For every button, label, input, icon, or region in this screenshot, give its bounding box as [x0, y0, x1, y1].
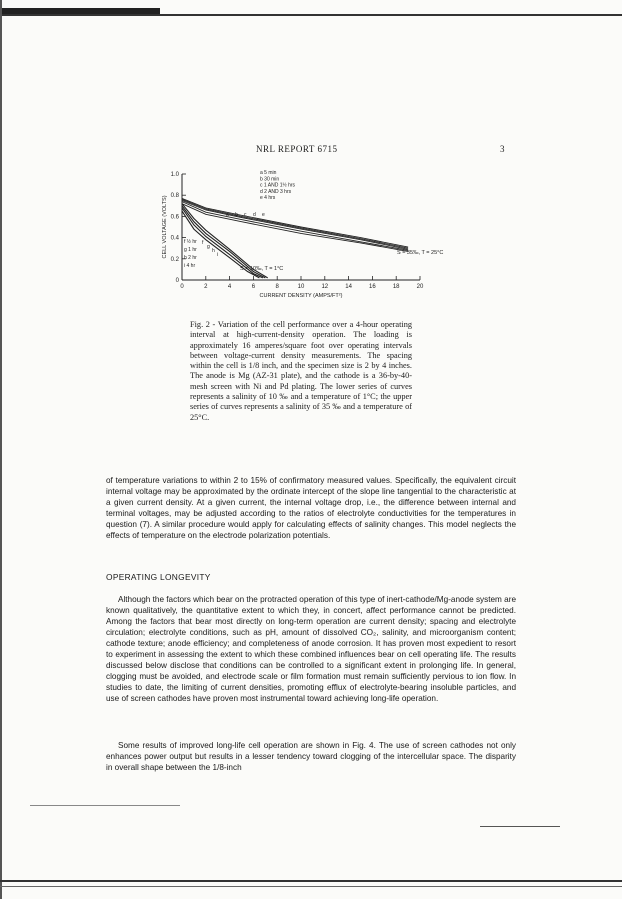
curve-letter: g [207, 244, 210, 250]
scan-artifact [30, 805, 180, 806]
report-header: NRL REPORT 6715 [256, 144, 338, 154]
series-line-upper [182, 198, 408, 247]
x-tick-label: 0 [180, 284, 184, 290]
legend-entry-lower: f ½ hr [184, 239, 197, 245]
x-tick-label: 8 [275, 284, 279, 290]
section-heading: OPERATING LONGEVITY [106, 572, 211, 582]
y-tick-label: 0.6 [170, 214, 179, 221]
scan-artifact [0, 0, 2, 899]
legend-entry: b 30 min [260, 176, 280, 183]
curve-letter: d [253, 212, 256, 218]
body-paragraph: of temperature variations to within 2 to 15% of confirmatory measured values. Specifically, the equivalent circuit internal voltage may be approximated by the ordinate intercept of the slope line tangential to the characteristic at a given current density. At a given current, the internal voltage drop, i.e., the difference between internal and terminal voltages, may be adjusted according to the ratios of electrolyte conductivities for the temperatures in question (7). A similar procedure would apply for calculating effects of salinity changes. This model neglects the effects of temperature on the electrode polarization potentials. [106, 476, 516, 540]
curve-letter: c [244, 212, 247, 218]
legend-entry-lower: i 4 hr [184, 263, 196, 269]
legend-entry-lower: g 1 hr [184, 247, 197, 253]
legend-entry: c 1 AND 1½ hrs [260, 182, 296, 189]
legend-entry: a 5 min [260, 170, 277, 176]
y-tick-label: 0.2 [170, 256, 179, 263]
curve-letter: f [202, 240, 204, 246]
legend-entry: e 4 hrs [260, 195, 276, 202]
x-tick-label: 14 [345, 284, 352, 290]
page-number: 3 [500, 144, 505, 154]
legend-entry-lower: h 2 hr [184, 255, 197, 261]
scan-artifact [480, 826, 560, 827]
curve-letter: e [262, 212, 265, 218]
annotation: S = 10‰, T = 1°C [240, 266, 284, 272]
x-tick-label: 6 [251, 284, 256, 290]
curve-letter: b [235, 212, 238, 218]
scan-artifact [0, 14, 622, 16]
scan-artifact [0, 886, 622, 887]
curve-letter: i [217, 252, 219, 258]
x-axis-label: CURRENT DENSITY (AMPS/FT²) [259, 293, 343, 299]
y-tick-label: 0.4 [170, 235, 179, 242]
x-tick-label: 16 [369, 284, 376, 290]
x-tick-label: 18 [392, 284, 400, 290]
series-line-upper [182, 201, 408, 250]
x-tick-label: 2 [204, 284, 208, 290]
x-tick-label: 4 [227, 284, 232, 290]
body-paragraph: Although the factors which bear on the protracted operation of this type of inert-cathode/Mg-anode system are known qualitatively, the quantitative extent to which they, in concert, affect performance cannot be predicted. Among the factors that bear most directly on long-term operation are current density; spacing and electrolyte circulation; electrolyte conditions, such as pH, amount of dissolved CO₂, salinity, and microorganism content; cathode texture; anode efficiency; and completeness of anode corrosion. It has proven most expedient to resort to experiment in assessing the extent to which these combined influences bear on cell operating life. The results discussed below disclose that conditions can be controlled to a significant extent in prolonging life. In general, clogging must be avoided, and electrode scale or film formation must remain sufficiently pervious to ion flow. In studies to date, the limiting of current densities, promoting efflux of electrolyte-bearing insoluble particles, and use of screen cathodes have proven most instrumental toward achieving long-life operation. [106, 595, 516, 703]
curve-letter: h [212, 248, 215, 254]
y-tick-label: 1.0 [170, 172, 179, 178]
scan-artifact [0, 880, 622, 882]
y-tick-label: 0 [175, 278, 179, 284]
figure-chart [160, 160, 444, 320]
figure-caption: Fig. 2 - Variation of the cell performance over a 4-hour operating interval at high-current-density operation. The loading is approximately 16 amperes/square foot over operating intervals between voltage-current density measurements. The spacing within the cell is 1/8 inch, and the specimen size is 2 by 4 inches. The anode is Mg (AZ-31 plate), and the cathode is a 36-by-40-mesh screen with Ni and Pd plating. The lower series of curves represents a salinity of 10 ‰ and a temperature of 1°C; the upper series of curves represents a salinity of 35 ‰ and a temperature of 25°C. [190, 320, 412, 422]
x-tick-label: 12 [321, 284, 329, 290]
y-tick-label: 0.8 [170, 193, 179, 200]
body-paragraph: Some results of improved long-life cell operation are shown in Fig. 4. The use of screen cathodes not only enhances power output but results in a lesser tendency toward clogging of the intercellular space. The disparity in overall shape between the 1/8-inch [106, 741, 516, 772]
x-tick-label: 20 [416, 284, 424, 290]
annotation: S = 35‰, T = 25°C [397, 250, 444, 256]
y-axis-label: CELL VOLTAGE (VOLTS) [162, 195, 168, 259]
legend-entry: d 2 AND 3 hrs [260, 188, 292, 195]
x-tick-label: 10 [297, 284, 305, 290]
curve-letter: a [226, 212, 229, 218]
